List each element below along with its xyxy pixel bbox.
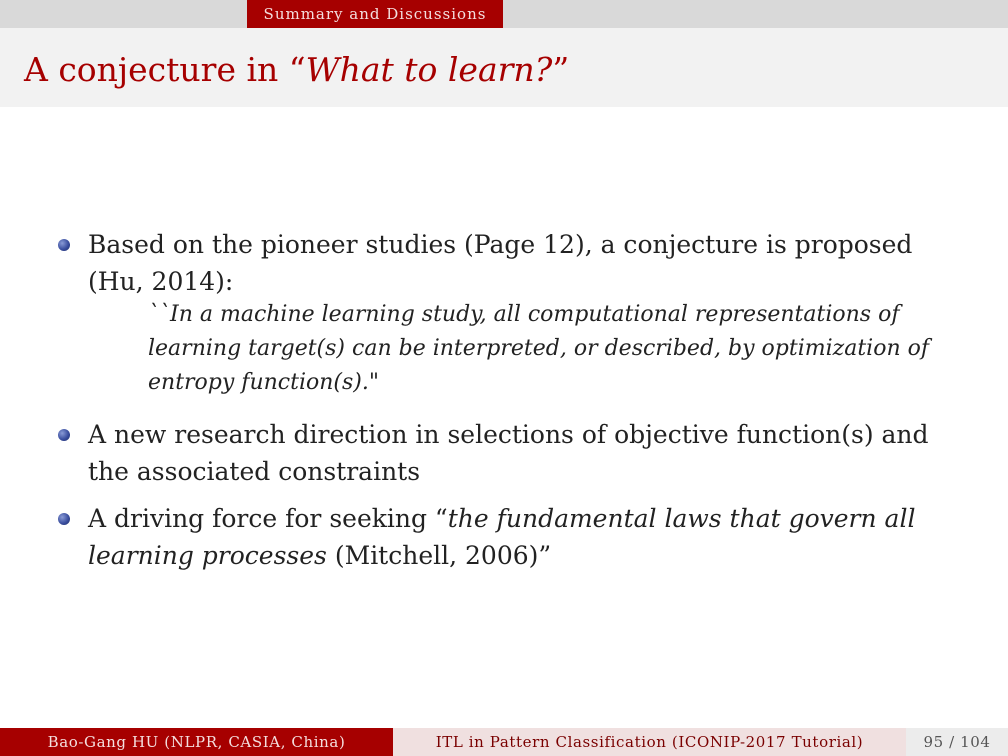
frame-title-prefix: A conjecture in “ (24, 50, 306, 89)
bullet-item-1: Based on the pioneer studies (Page 12), a conjecture is proposed (Hu, 2014): (88, 230, 913, 296)
conjecture-quote: ``In a machine learning study, all computational representations of learning target(s) can be interpreted, or described, by optimization of entropy function(s)." (148, 302, 930, 395)
bullet-item-3-emphasis: the fundamental laws that govern all learning processes (88, 504, 916, 570)
headline-bar (0, 0, 1008, 28)
bullet-item-3 (88, 500, 968, 574)
bullet-icon (58, 429, 70, 441)
footer-page-number: 95 / 104 (906, 728, 1008, 756)
bullet-icon (58, 239, 70, 251)
section-indicator[interactable]: Summary and Discussions (247, 0, 503, 28)
footer-talk-title: ITL in Pattern Classification (ICONIP-2017 Tutorial) (393, 728, 906, 756)
footer-author: Bao-Gang HU (NLPR, CASIA, China) (0, 728, 393, 756)
frame-title-emphasis: What to learn? (305, 50, 553, 89)
footer-bar (0, 728, 1008, 756)
frame-title (24, 50, 569, 89)
bullet-icon (58, 513, 70, 525)
bullet-item-3-prefix: A driving force for seeking “ (88, 504, 448, 533)
frame-title-suffix: ” (552, 50, 570, 89)
bullet-item-2: A new research direction in selections of objective function(s) and the associated constraints (88, 420, 929, 486)
bullet-item-3-suffix: (Mitchell, 2006)” (326, 541, 552, 570)
